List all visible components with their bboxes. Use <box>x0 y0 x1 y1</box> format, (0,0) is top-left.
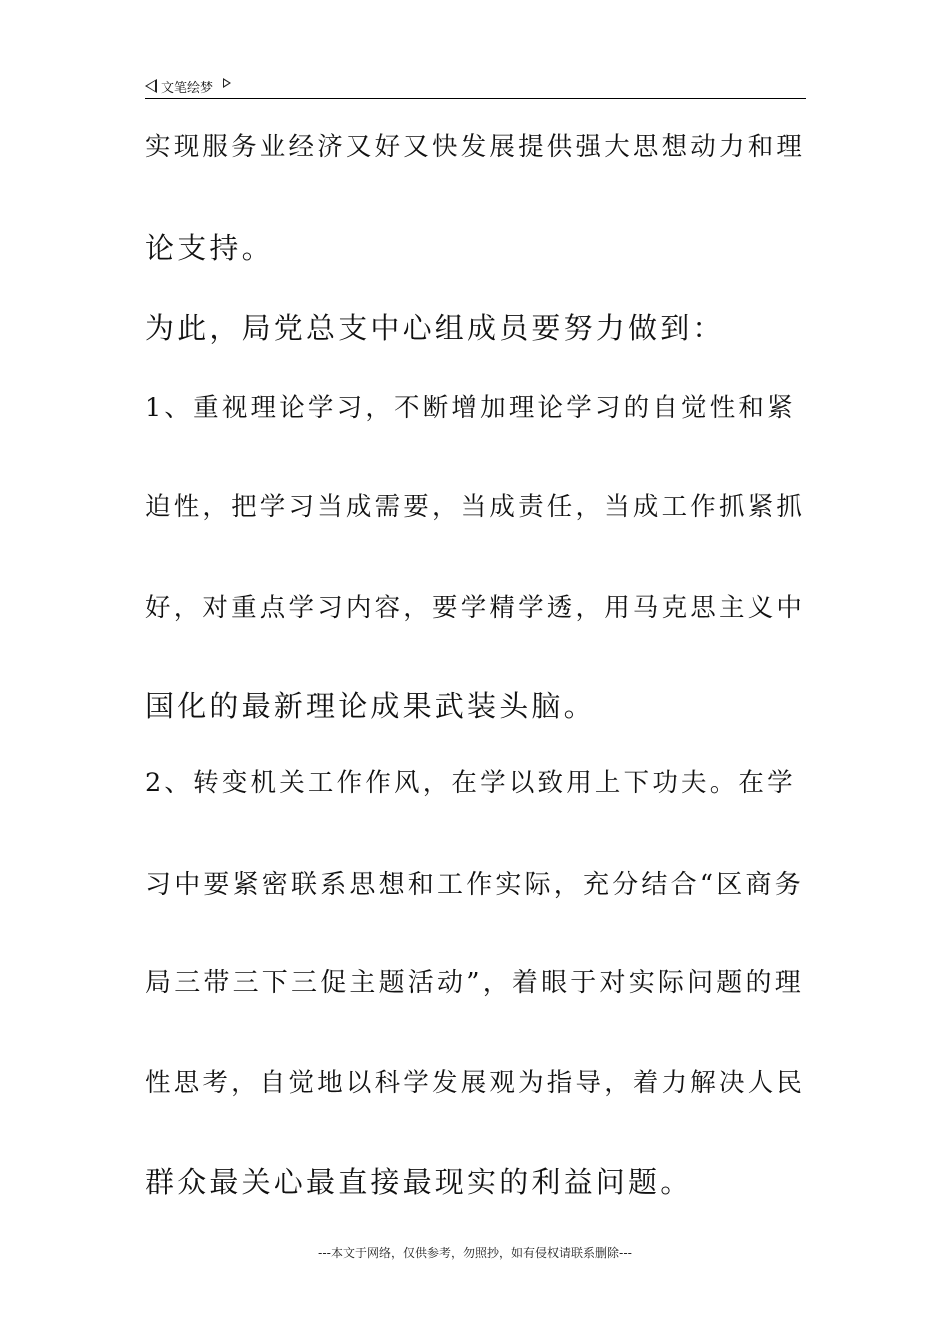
body-line: 实现服务业经济又好又快发展提供强大思想动力和理 <box>145 132 806 162</box>
triangle-left-icon <box>145 79 157 93</box>
body-line: 论支持。 <box>145 231 274 265</box>
body-line: 国化的最新理论成果武装头脑。 <box>145 689 596 723</box>
footer-disclaimer: ---本文于网络，仅供参考，勿照抄，如有侵权请联系删除--- <box>318 1246 632 1260</box>
page-header <box>145 74 806 98</box>
header-divider <box>145 98 806 99</box>
body-line: 好，对重点学习内容，要学精学透，用马克思主义中 <box>145 593 806 623</box>
header-title: 文笔绘梦 <box>161 80 214 96</box>
triangle-right-icon <box>223 78 231 88</box>
body-line: 习中要紧密联系思想和工作实际，充分结合“区商务 <box>145 870 804 900</box>
body-line: 群众最关心最直接最现实的利益问题。 <box>145 1165 693 1199</box>
body-line: 2、转变机关工作作风，在学以致用上下功夫。在学 <box>145 768 796 798</box>
body-line: 性思考，自觉地以科学发展观为指导，着力解决人民 <box>145 1068 806 1098</box>
body-line: 迫性，把学习当成需要，当成责任，当成工作抓紧抓 <box>145 492 806 522</box>
body-line: 1、重视理论学习，不断增加理论学习的自觉性和紧 <box>145 393 796 423</box>
body-line: 为此，局党总支中心组成员要努力做到： <box>145 311 725 345</box>
body-line: 局三带三下三促主题活动”，着眼于对实际问题的理 <box>145 968 804 998</box>
